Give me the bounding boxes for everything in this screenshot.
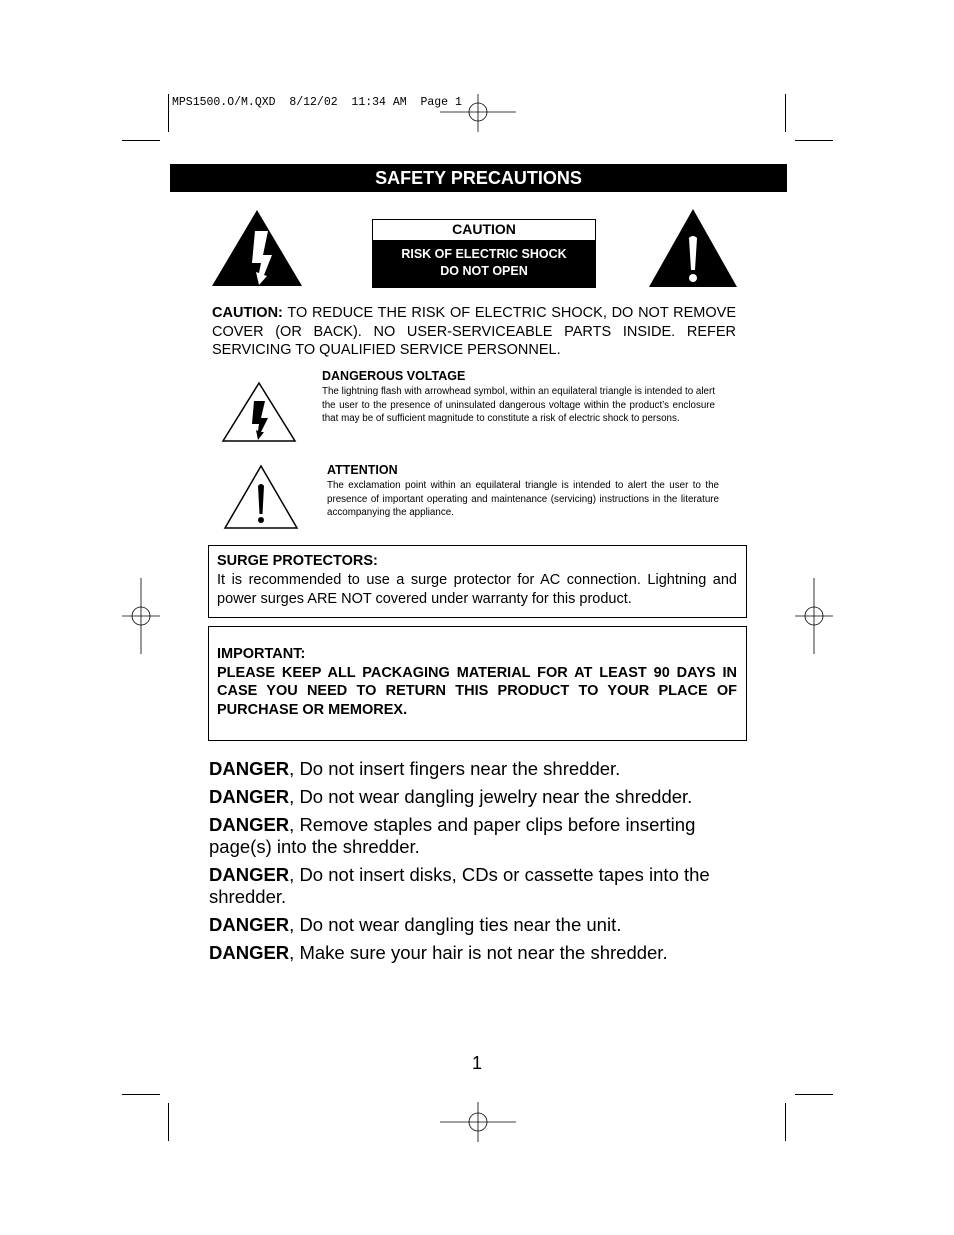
danger-word: DANGER	[209, 914, 290, 935]
surge-text: It is recommended to use a surge protector for AC connection. Lightning and power surges ARE NOT covered under warranty for this product.	[217, 572, 737, 607]
danger-text: , Make sure your hair is not near the shredder.	[289, 942, 668, 963]
print-slug: MPS1500.O/M.QXD 8/12/02 11:34 AM Page 1	[172, 96, 462, 109]
danger-word: DANGER	[209, 864, 290, 885]
danger-text: , Do not wear dangling jewelry near the shredder.	[289, 786, 693, 807]
page-number: 1	[472, 1053, 483, 1073]
registration-mark-icon	[440, 94, 516, 132]
danger-text: , Do not insert disks, CDs or cassette tapes into the shredder.	[209, 864, 710, 907]
danger-word: DANGER	[209, 786, 290, 807]
lightning-warning-icon	[211, 209, 303, 287]
important-box	[208, 626, 747, 741]
danger-item	[209, 786, 749, 808]
danger-list	[209, 758, 749, 970]
exclamation-warning-icon	[648, 208, 738, 288]
danger-text: , Do not wear dangling ties near the unit.	[289, 914, 622, 935]
dangerous-voltage-title: DANGEROUS VOLTAGE	[322, 369, 466, 383]
caution-label-line2: DO NOT OPEN	[440, 264, 528, 278]
danger-item	[209, 864, 749, 908]
dangerous-voltage-text: The lightning flash with arrowhead symbol, within an equilateral triangle is intended to alert the user to the presence of uninsulated dangerous voltage within the product’s enclosure that may be of sufficient magnitude to constitute a risk of electric shock to persons.	[322, 386, 715, 424]
registration-mark-icon	[440, 1102, 516, 1142]
caution-paragraph	[212, 304, 736, 360]
danger-text: , Do not insert fingers near the shredder.	[289, 758, 621, 779]
attention-text: The exclamation point within an equilateral triangle is intended to alert the user to the presence of important operating and maintenance (servicing) instructions in the literature accompanying the appliance.	[327, 480, 719, 518]
caution-text: TO REDUCE THE RISK OF ELECTRIC SHOCK, DO NOT REMOVE COVER (OR BACK). NO USER-SERVICEABLE PARTS INSIDE. REFER SERVICING TO QUALIFIED SERVICE PERSONNEL.	[212, 305, 736, 358]
danger-word: DANGER	[209, 942, 290, 963]
registration-mark-icon	[795, 578, 833, 654]
danger-item	[209, 758, 749, 780]
surge-protectors-box	[208, 545, 747, 618]
danger-word: DANGER	[209, 758, 290, 779]
dangerous-voltage-section	[322, 369, 715, 426]
surge-title: SURGE PROTECTORS:	[217, 553, 378, 569]
exclamation-warning-icon	[223, 464, 299, 530]
danger-item	[209, 914, 749, 936]
caution-lead: CAUTION:	[212, 305, 283, 321]
important-title: IMPORTANT:	[217, 646, 306, 662]
registration-mark-icon	[122, 578, 160, 654]
caution-label-header: CAUTION	[452, 221, 516, 237]
danger-text: , Remove staples and paper clips before inserting page(s) into the shredder.	[209, 814, 696, 857]
attention-title: ATTENTION	[327, 463, 398, 477]
caution-label	[372, 219, 596, 288]
important-text: PLEASE KEEP ALL PACKAGING MATERIAL FOR AT LEAST 90 DAYS IN CASE YOU NEED TO RETURN THIS PRODUCT TO YOUR PLACE OF PURCHASE OR MEMOREX.	[217, 664, 737, 718]
caution-label-line1: RISK OF ELECTRIC SHOCK	[401, 247, 567, 261]
danger-word: DANGER	[209, 814, 290, 835]
danger-item	[209, 942, 749, 964]
page-title: SAFETY PRECAUTIONS	[170, 164, 787, 192]
danger-item	[209, 814, 749, 858]
attention-section	[327, 463, 719, 520]
caution-label-body	[373, 240, 595, 287]
lightning-warning-icon	[221, 381, 297, 443]
